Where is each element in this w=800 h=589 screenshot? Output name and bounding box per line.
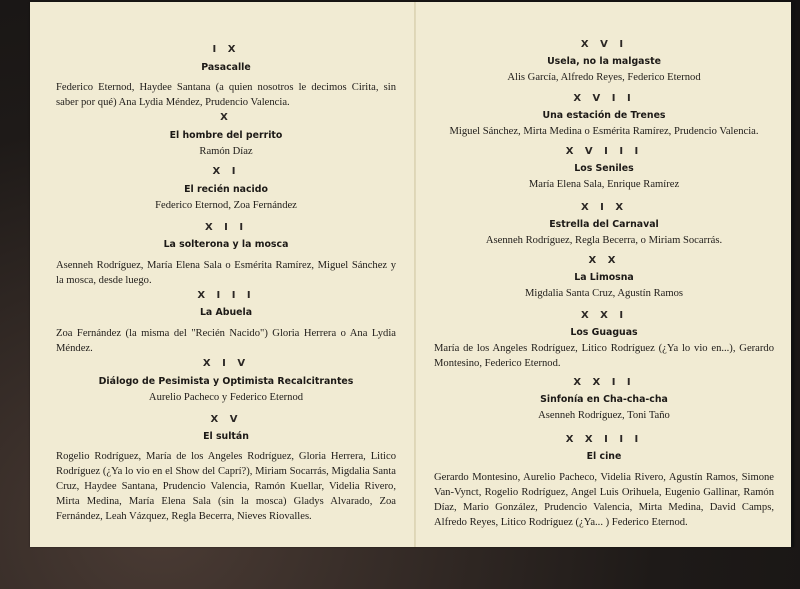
act-cast: Asenneh Rodríguez, María Elena Sala o Esmérita Ramírez, Miguel Sánchez y la mosca, desde luego.: [56, 260, 396, 286]
act-cast: Rogelio Rodríguez, María de los Angeles Rodríguez, Gloria Herrera, Litico Rodríguez (¿Ya lo vio en el Show del Caprí?), Miriam Socarrás, Migdalia Santa Cruz, Haydee Santana, Prudencio Valencia, Ramón Kuellar, Videlia Rivero, Mirta Medina, María Elena Sala (sin la mosca) Gladys Alvarado, Zoa Fernández, Leah Vázquez, Regla Becerra, Nieves Riovalles.: [56, 451, 396, 522]
act-10: [56, 110, 396, 159]
act-cast: Federico Eternod, Haydee Santana (a quien nosotros le decimos Cirita, sin saber por qué) Ana Lydia Méndez, Prudencio Valencia.: [56, 82, 396, 108]
center-fold: [414, 2, 416, 547]
act-cast: Migdalia Santa Cruz, Agustín Ramos: [524, 288, 683, 299]
act-title: La Limosna: [574, 272, 634, 283]
act-21: [434, 308, 774, 371]
act-title: Usela, no la malgaste: [547, 56, 661, 67]
act-cast: Alis García, Alfredo Reyes, Federico Eternod: [507, 72, 701, 83]
act-cast: Aurelio Pacheco y Federico Eternod: [148, 392, 304, 403]
act-numeral: X I: [212, 166, 240, 177]
act-title: Diálogo de Pesimista y Optimista Recalcitrantes: [98, 376, 354, 387]
act-numeral: X V: [210, 414, 242, 425]
act-cast: Ramón Díaz: [199, 146, 253, 157]
act-numeral: X X I I I: [565, 434, 643, 445]
act-cast: María de los Angeles Rodríguez, Litico Rodríguez (¿Ya lo vio en...), Gerardo Montesino, Federico Eternod.: [434, 343, 774, 369]
act-cast: Federico Eternod, Zoa Fernández: [155, 200, 297, 211]
act-16: [434, 37, 774, 85]
page-edge-shadow: [791, 2, 794, 547]
act-22: [434, 375, 774, 423]
act-numeral: X X: [588, 255, 620, 266]
act-13: [56, 288, 396, 356]
act-11: [56, 164, 396, 213]
act-numeral: X V I I I: [565, 146, 643, 157]
act-numeral: X V I: [580, 39, 628, 50]
act-title: El cine: [586, 451, 622, 462]
act-title: Los Seniles: [574, 163, 634, 174]
act-title: Los Guaguas: [570, 327, 638, 338]
act-15: [56, 412, 396, 524]
act-title: Pasacalle: [201, 62, 251, 73]
act-cast: Zoa Fernández (la misma del "Recién Nacido") Gloria Herrera o Ana Lydia Méndez.: [56, 328, 396, 354]
act-cast: Gerardo Montesino, Aurelio Pacheco, Videlia Rivero, Agustín Ramos, Simone Van-Vynct, Rogelio Rodríguez, Angel Luis Orihuela, Eugenio Gallinar, Ramón Díaz, Mario González, Prudencio Valencia, Mirta Medina, David Camps, Alfredo Reyes, Litico Rodríguez (¿Ya... ) Federico Eternod.: [434, 472, 774, 528]
act-cast: María Elena Sala, Enrique Ramírez: [528, 179, 680, 190]
act-title: Sinfonía en Cha-cha-cha: [540, 394, 668, 405]
act-12: [56, 220, 396, 288]
act-numeral: X I X: [580, 202, 628, 213]
act-numeral: I X: [212, 44, 240, 55]
act-title: Estrella del Carnaval: [549, 219, 659, 230]
act-cast: Asenneh Rodríguez, Regla Becerra, o Miriam Socarrás.: [485, 235, 723, 246]
act-14: [56, 356, 396, 405]
act-title: El hombre del perrito: [169, 130, 283, 141]
act-numeral: X X I: [580, 310, 628, 321]
act-19: [434, 200, 774, 248]
act-9: [56, 42, 396, 110]
act-title: La Abuela: [199, 307, 253, 318]
act-numeral: X X I I: [573, 377, 635, 388]
act-numeral: X V I I: [573, 93, 635, 104]
act-cast: Asenneh Rodríguez, Toni Taño: [538, 410, 670, 421]
act-cast: Miguel Sánchez, Mirta Medina o Esmérita Ramírez, Prudencio Valencia.: [449, 126, 759, 137]
act-20: [434, 253, 774, 301]
act-numeral: X I I I: [197, 290, 255, 301]
act-numeral: X: [220, 112, 232, 123]
act-title: La solterona y la mosca: [163, 239, 289, 250]
act-title: Una estación de Trenes: [542, 110, 666, 121]
act-23: [434, 432, 774, 530]
act-18: [434, 144, 774, 192]
act-numeral: X I I: [204, 222, 248, 233]
act-title: El sultán: [203, 431, 249, 442]
act-title: El recién nacido: [184, 184, 268, 195]
act-17: [434, 91, 774, 139]
act-numeral: X I V: [202, 358, 250, 369]
